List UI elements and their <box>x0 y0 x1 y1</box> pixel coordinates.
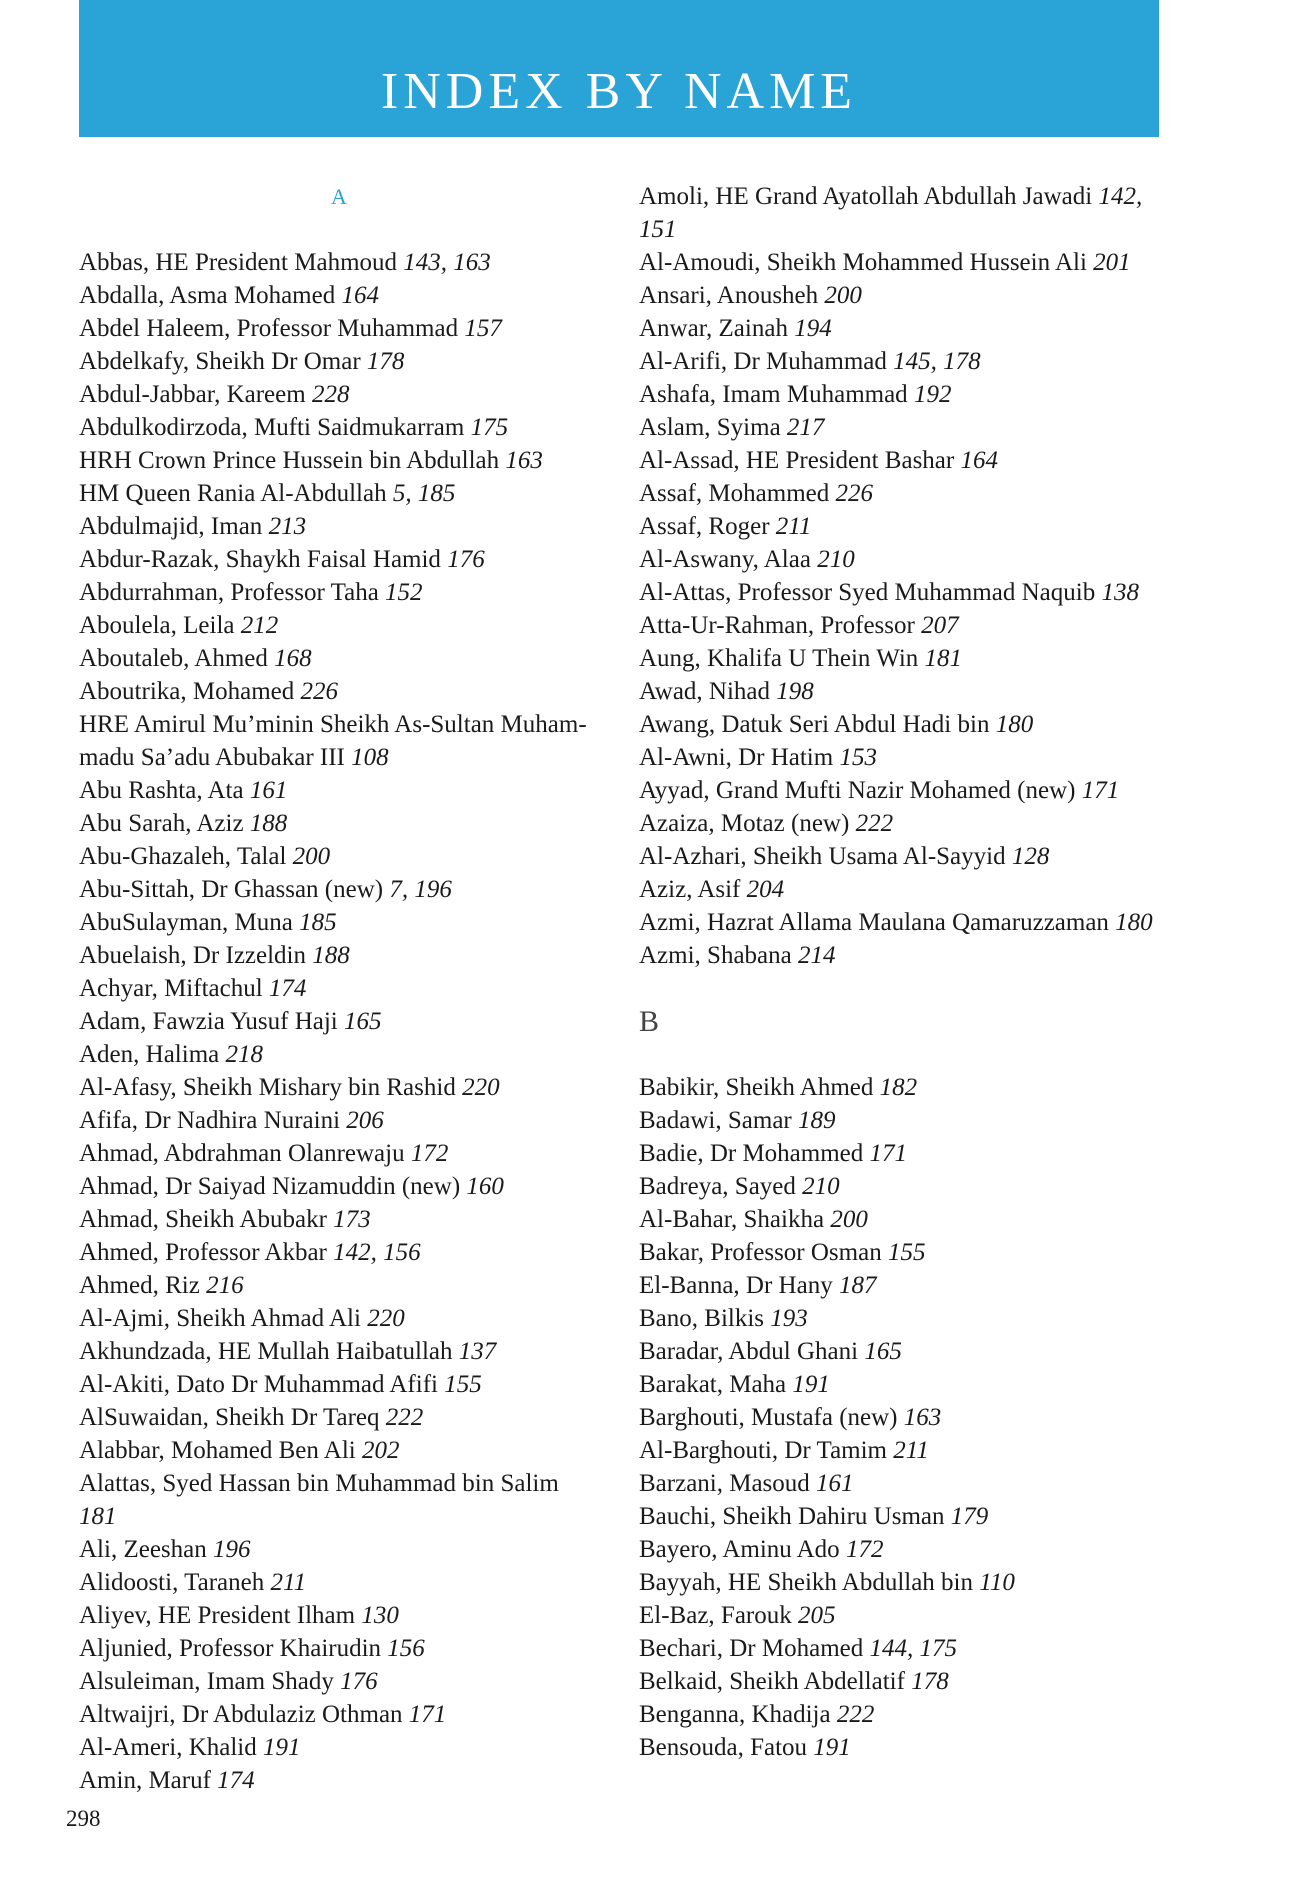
entry-name: Abu Rashta, Ata <box>79 777 250 804</box>
entry-pages: 193 <box>770 1305 808 1332</box>
entry-pages: 194 <box>794 315 832 342</box>
index-entry <box>639 1467 1179 1500</box>
index-entry <box>639 807 1179 840</box>
index-entry <box>79 1599 599 1632</box>
entry-name: Amin, Maruf <box>79 1767 218 1794</box>
section-letter-b: B <box>639 1005 660 1038</box>
entry-pages: 217 <box>786 414 825 441</box>
entry-pages: 213 <box>268 513 307 540</box>
entry-name: Atta-Ur-Rahman, Professor <box>639 612 922 639</box>
entry-name: Alidoosti, Taraneh <box>79 1569 271 1596</box>
entry-name: Ansari, Anousheh <box>639 282 825 309</box>
entry-pages: 188 <box>312 942 350 969</box>
entry-pages: 202 <box>361 1437 400 1464</box>
entry-name: Aziz, Asif <box>639 876 747 903</box>
entry-pages: 188 <box>249 810 288 837</box>
entry-name: El-Banna, Dr Hany <box>639 1272 839 1299</box>
entry-pages: 205 <box>797 1602 836 1629</box>
entry-pages: 143, 163 <box>403 249 491 276</box>
index-entry <box>639 1434 1179 1467</box>
entry-name: Bakar, Professor Osman <box>639 1239 888 1266</box>
left-column <box>79 180 599 1797</box>
index-entry <box>79 378 599 411</box>
entry-name: Aboulela, Leila <box>79 612 241 639</box>
entry-name: Alabbar, Mohamed Ben Ali <box>79 1437 362 1464</box>
index-entry <box>79 543 599 576</box>
entry-pages: 178 <box>911 1668 949 1695</box>
entry-pages: 168 <box>274 645 312 672</box>
entry-pages: 189 <box>797 1107 836 1134</box>
entry-pages: 176 <box>340 1668 378 1695</box>
entry-pages: 222 <box>836 1701 875 1728</box>
entry-name: Barghouti, Mustafa (new) <box>639 1404 904 1431</box>
entry-name: Alattas, Syed Hassan bin Muhammad bin Salim <box>79 1470 559 1497</box>
entry-name: Belkaid, Sheikh Abdellatif <box>639 1668 912 1695</box>
entry-name: Assaf, Roger <box>639 513 776 540</box>
entry-pages: 200 <box>824 282 862 309</box>
entry-name: Ahmad, Dr Saiyad Nizamuddin (new) <box>79 1173 467 1200</box>
index-entry <box>639 246 1179 279</box>
entry-pages: 181 <box>924 645 963 672</box>
entry-name: madu Sa’adu Abubakar III <box>79 744 352 771</box>
index-entry <box>79 1269 599 1302</box>
entry-pages: 165 <box>864 1338 902 1365</box>
entry-pages: 228 <box>311 381 350 408</box>
entry-name: Babikir, Sheikh Ahmed <box>639 1074 880 1101</box>
index-entry <box>79 609 599 642</box>
index-entry <box>79 1302 599 1335</box>
index-entry <box>639 1203 1179 1236</box>
entry-name: HRE Amirul Mu’minin Sheikh As-Sultan Muham- <box>79 711 587 738</box>
entry-name: Abbas, HE President Mahmoud <box>79 249 404 276</box>
entry-name: Ahmad, Abdrahman Olanrewaju <box>79 1140 411 1167</box>
right-column <box>639 180 1179 1764</box>
entry-pages: 191 <box>813 1734 851 1761</box>
index-entry <box>79 1764 599 1797</box>
entry-name: AlSuwaidan, Sheikh Dr Tareq <box>79 1404 386 1431</box>
entry-pages: 164 <box>960 447 998 474</box>
entry-name: Aliyev, HE President Ilham <box>79 1602 362 1629</box>
entry-name: Abdelkafy, Sheikh Dr Omar <box>79 348 367 375</box>
index-entry <box>79 444 599 477</box>
index-entry <box>79 1434 599 1467</box>
spacer <box>639 972 1179 1005</box>
entry-name: El-Baz, Farouk <box>639 1602 798 1629</box>
entry-name: Al-Akiti, Dato Dr Muhammad Afifi <box>79 1371 445 1398</box>
index-entry <box>79 345 599 378</box>
index-entry <box>639 477 1179 510</box>
entry-pages: 144, 175 <box>869 1635 957 1662</box>
index-entry <box>79 774 599 807</box>
index-entry <box>79 741 599 774</box>
entry-name: Ashafa, Imam Muhammad <box>639 381 914 408</box>
index-entry <box>79 1533 599 1566</box>
entry-pages: 153 <box>839 744 877 771</box>
entry-pages: 214 <box>797 942 836 969</box>
header-band <box>79 0 1159 137</box>
index-entry <box>79 1137 599 1170</box>
spacer <box>79 213 599 246</box>
index-entry <box>639 411 1179 444</box>
index-entry <box>639 576 1179 609</box>
entry-pages: 220 <box>367 1305 405 1332</box>
entry-pages: 163 <box>903 1404 942 1431</box>
entry-name: Abdalla, Asma Mohamed <box>79 282 342 309</box>
entry-pages: 226 <box>300 678 338 705</box>
entry-name: Bayyah, HE Sheikh Abdullah bin <box>639 1569 980 1596</box>
entry-pages: 142, <box>1098 183 1143 210</box>
index-entry <box>639 774 1179 807</box>
entry-pages: 142, 156 <box>333 1239 421 1266</box>
index-entry <box>639 1665 1179 1698</box>
entry-name: Badie, Dr Mohammed <box>639 1140 870 1167</box>
index-entry <box>79 708 599 741</box>
entry-name: Azmi, Hazrat Allama Maulana Qamaruzzaman <box>639 909 1116 936</box>
entry-pages: 218 <box>225 1041 263 1068</box>
index-entry <box>79 411 599 444</box>
index-entry <box>639 1170 1179 1203</box>
index-entry <box>639 1500 1179 1533</box>
index-entry <box>639 312 1179 345</box>
index-entry <box>79 1401 599 1434</box>
index-entry <box>639 642 1179 675</box>
entry-pages: 130 <box>361 1602 399 1629</box>
entry-pages: 174 <box>268 975 307 1002</box>
index-entry <box>79 939 599 972</box>
index-entry <box>639 444 1179 477</box>
index-entry <box>639 708 1179 741</box>
index-entry <box>79 1368 599 1401</box>
index-entry <box>79 1104 599 1137</box>
index-entry <box>639 675 1179 708</box>
entry-name: Al-Ameri, Khalid <box>79 1734 263 1761</box>
entry-name: Adam, Fawzia Yusuf Haji <box>79 1008 344 1035</box>
index-entry <box>79 1038 599 1071</box>
index-entry <box>639 1698 1179 1731</box>
entry-name: Aden, Halima <box>79 1041 226 1068</box>
index-list-left <box>79 246 599 1797</box>
page-title: INDEX BY NAME <box>380 63 858 120</box>
index-entry <box>79 576 599 609</box>
entry-name: Abdul-Jabbar, Kareem <box>79 381 312 408</box>
entry-name: Al-Amoudi, Sheikh Mohammed Hussein Ali <box>639 249 1094 276</box>
entry-pages: 7, 196 <box>389 876 452 903</box>
index-entry <box>79 1236 599 1269</box>
section-letter-a: A <box>331 184 347 209</box>
entry-name: Bensouda, Fatou <box>639 1734 814 1761</box>
entry-pages: 174 <box>217 1767 255 1794</box>
index-entry <box>79 972 599 1005</box>
index-entry <box>639 609 1179 642</box>
index-entry <box>79 1005 599 1038</box>
index-entry <box>639 1302 1179 1335</box>
entry-pages: 156 <box>387 1635 425 1662</box>
entry-name: Abdulkodirzoda, Mufti Saidmukarram <box>79 414 471 441</box>
entry-name: Alsuleiman, Imam Shady <box>79 1668 341 1695</box>
index-entry <box>639 543 1179 576</box>
index-entry <box>639 840 1179 873</box>
entry-pages: 171 <box>1081 777 1120 804</box>
index-entry <box>639 213 1179 246</box>
entry-name: Abuelaish, Dr Izzeldin <box>79 942 313 969</box>
entry-name: Al-Aswany, Alaa <box>639 546 818 573</box>
entry-pages: 206 <box>346 1107 384 1134</box>
entry-pages: 182 <box>879 1074 918 1101</box>
entry-pages: 181 <box>79 1503 117 1530</box>
entry-pages: 161 <box>816 1470 854 1497</box>
index-entry <box>639 1104 1179 1137</box>
index-entry <box>639 1632 1179 1665</box>
entry-name: Aljunied, Professor Khairudin <box>79 1635 388 1662</box>
index-entry <box>79 1170 599 1203</box>
entry-name: Afifa, Dr Nadhira Nuraini <box>79 1107 347 1134</box>
entry-pages: 204 <box>746 876 785 903</box>
entry-name: Al-Assad, HE President Bashar <box>639 447 961 474</box>
index-entry <box>639 1731 1179 1764</box>
entry-pages: 171 <box>408 1701 447 1728</box>
entry-name: AbuSulayman, Muna <box>79 909 300 936</box>
index-entry <box>639 378 1179 411</box>
entry-name: Awad, Nihad <box>639 678 777 705</box>
index-entry <box>79 246 599 279</box>
entry-pages: 176 <box>447 546 485 573</box>
spacer <box>639 1038 1179 1071</box>
index-entry <box>79 279 599 312</box>
entry-name: Ayyad, Grand Mufti Nazir Mohamed (new) <box>639 777 1082 804</box>
entry-name: Al-Awni, Dr Hatim <box>639 744 840 771</box>
entry-pages: 164 <box>341 282 379 309</box>
entry-pages: 180 <box>995 711 1034 738</box>
entry-name: Abu Sarah, Aziz <box>79 810 250 837</box>
entry-pages: 187 <box>838 1272 877 1299</box>
entry-name: Abdulmajid, Iman <box>79 513 269 540</box>
entry-name: Aboutrika, Mohamed <box>79 678 301 705</box>
entry-pages: 222 <box>855 810 894 837</box>
entry-pages: 5, 185 <box>392 480 456 507</box>
entry-name: Al-Attas, Professor Syed Muhammad Naquib <box>639 579 1102 606</box>
entry-name: Assaf, Mohammed <box>639 480 836 507</box>
entry-pages: 175 <box>470 414 509 441</box>
entry-pages: 216 <box>206 1272 244 1299</box>
entry-pages: 226 <box>835 480 873 507</box>
entry-pages: 152 <box>385 579 423 606</box>
index-entry <box>79 1566 599 1599</box>
entry-pages: 128 <box>1011 843 1050 870</box>
entry-pages: 201 <box>1093 249 1131 276</box>
entry-pages: 222 <box>385 1404 424 1431</box>
entry-name: Abu-Sittah, Dr Ghassan (new) <box>79 876 390 903</box>
index-list-right-b <box>639 1071 1179 1764</box>
index-entry <box>79 1467 599 1533</box>
entry-name: Al-Bahar, Shaikha <box>639 1206 831 1233</box>
entry-name: Badreya, Sayed <box>639 1173 803 1200</box>
index-entry <box>79 1665 599 1698</box>
entry-name: Al-Afasy, Sheikh Mishary bin Rashid <box>79 1074 463 1101</box>
entry-name: Ahmed, Professor Akbar <box>79 1239 334 1266</box>
entry-name: Baradar, Abdul Ghani <box>639 1338 865 1365</box>
entry-pages: 145, 178 <box>893 348 981 375</box>
entry-name: Barakat, Maha <box>639 1371 793 1398</box>
index-entry <box>79 1698 599 1731</box>
entry-name: Benganna, Khadija <box>639 1701 837 1728</box>
entry-pages: 191 <box>792 1371 830 1398</box>
entry-name: Al-Barghouti, Dr Tamim <box>639 1437 894 1464</box>
index-entry <box>639 279 1179 312</box>
index-entry <box>639 741 1179 774</box>
index-entry <box>639 345 1179 378</box>
entry-pages: 196 <box>212 1536 251 1563</box>
page-number: 298 <box>66 1806 101 1831</box>
entry-name: Azaiza, Motaz (new) <box>639 810 856 837</box>
entry-pages: 151 <box>639 216 677 243</box>
entry-name: Aung, Khalifa U Thein Win <box>639 645 925 672</box>
entry-pages: 211 <box>270 1569 307 1596</box>
entry-name: Bano, Bilkis <box>639 1305 771 1332</box>
entry-name: Ali, Zeeshan <box>79 1536 213 1563</box>
entry-pages: 179 <box>950 1503 989 1530</box>
index-entry <box>639 1368 1179 1401</box>
entry-pages: 161 <box>249 777 288 804</box>
index-entry <box>79 1632 599 1665</box>
entry-name: Ahmed, Riz <box>79 1272 207 1299</box>
entry-pages: 198 <box>776 678 814 705</box>
index-entry <box>639 1269 1179 1302</box>
index-entry <box>639 1566 1179 1599</box>
index-entry <box>79 807 599 840</box>
entry-pages: 192 <box>913 381 952 408</box>
index-entry <box>79 642 599 675</box>
entry-pages: 212 <box>240 612 279 639</box>
entry-pages: 200 <box>830 1206 868 1233</box>
entry-name: Anwar, Zainah <box>639 315 795 342</box>
entry-name: Altwaijri, Dr Abdulaziz Othman <box>79 1701 409 1728</box>
entry-pages: 178 <box>366 348 405 375</box>
index-entry <box>79 1071 599 1104</box>
index-entry <box>639 906 1179 939</box>
index-entry <box>79 1203 599 1236</box>
index-entry <box>639 1137 1179 1170</box>
index-entry <box>79 510 599 543</box>
index-entry <box>79 840 599 873</box>
entry-pages: 211 <box>893 1437 929 1464</box>
entry-name: Azmi, Shabana <box>639 942 798 969</box>
index-entry <box>79 1731 599 1764</box>
entry-pages: 191 <box>262 1734 301 1761</box>
entry-name: Bechari, Dr Mohamed <box>639 1635 870 1662</box>
index-entry <box>79 873 599 906</box>
entry-pages: 220 <box>462 1074 500 1101</box>
entry-pages: 110 <box>979 1569 1015 1596</box>
entry-pages: 207 <box>921 612 959 639</box>
entry-name: Aslam, Syima <box>639 414 787 441</box>
index-entry <box>639 939 1179 972</box>
entry-pages: 210 <box>817 546 855 573</box>
index-list-right-a <box>639 180 1179 972</box>
entry-name: Ahmad, Sheikh Abubakr <box>79 1206 334 1233</box>
entry-name: Abdel Haleem, Professor Muhammad <box>79 315 465 342</box>
index-entry <box>639 1071 1179 1104</box>
index-entry <box>639 510 1179 543</box>
index-entry <box>639 180 1179 213</box>
entry-pages: 211 <box>775 513 812 540</box>
entry-pages: 180 <box>1115 909 1153 936</box>
index-entry <box>79 675 599 708</box>
entry-pages: 155 <box>444 1371 482 1398</box>
entry-pages: 163 <box>505 447 543 474</box>
index-entry <box>639 1401 1179 1434</box>
index-entry <box>79 906 599 939</box>
entry-name: Abdurrahman, Professor Taha <box>79 579 386 606</box>
entry-name: Bayero, Aminu Ado <box>639 1536 846 1563</box>
entry-pages: 171 <box>869 1140 908 1167</box>
index-entry <box>639 1599 1179 1632</box>
entry-name: HRH Crown Prince Hussein bin Abdullah <box>79 447 506 474</box>
entry-pages: 210 <box>802 1173 840 1200</box>
entry-name: Amoli, HE Grand Ayatollah Abdullah Jawadi <box>639 183 1099 210</box>
entry-name: Badawi, Samar <box>639 1107 798 1134</box>
entry-name: Awang, Datuk Seri Abdul Hadi bin <box>639 711 996 738</box>
entry-name: Abu-Ghazaleh, Talal <box>79 843 293 870</box>
entry-name: HM Queen Rania Al-Abdullah <box>79 480 393 507</box>
entry-name: Al-Azhari, Sheikh Usama Al-Sayyid <box>639 843 1012 870</box>
index-entry <box>79 477 599 510</box>
index-entry <box>79 1335 599 1368</box>
index-entry <box>639 1533 1179 1566</box>
index-entry <box>79 312 599 345</box>
entry-pages: 172 <box>845 1536 884 1563</box>
entry-pages: 165 <box>344 1008 382 1035</box>
entry-pages: 157 <box>464 315 502 342</box>
entry-pages: 200 <box>292 843 331 870</box>
entry-pages: 155 <box>887 1239 926 1266</box>
entry-name: Abdur-Razak, Shaykh Faisal Hamid <box>79 546 448 573</box>
entry-name: Achyar, Miftachul <box>79 975 269 1002</box>
index-entry <box>639 1335 1179 1368</box>
entry-pages: 173 <box>333 1206 371 1233</box>
index-entry <box>639 873 1179 906</box>
entry-name: Al-Ajmi, Sheikh Ahmad Ali <box>79 1305 368 1332</box>
entry-pages: 137 <box>458 1338 497 1365</box>
index-entry <box>639 1236 1179 1269</box>
entry-name: Al-Arifi, Dr Muhammad <box>639 348 894 375</box>
entry-name: Aboutaleb, Ahmed <box>79 645 275 672</box>
entry-name: Barzani, Masoud <box>639 1470 817 1497</box>
entry-pages: 138 <box>1101 579 1139 606</box>
entry-pages: 185 <box>299 909 337 936</box>
entry-name: Akhundzada, HE Mullah Haibatullah <box>79 1338 459 1365</box>
entry-pages: 160 <box>466 1173 504 1200</box>
entry-name: Bauchi, Sheikh Dahiru Usman <box>639 1503 951 1530</box>
entry-pages: 108 <box>351 744 389 771</box>
entry-pages: 172 <box>410 1140 449 1167</box>
